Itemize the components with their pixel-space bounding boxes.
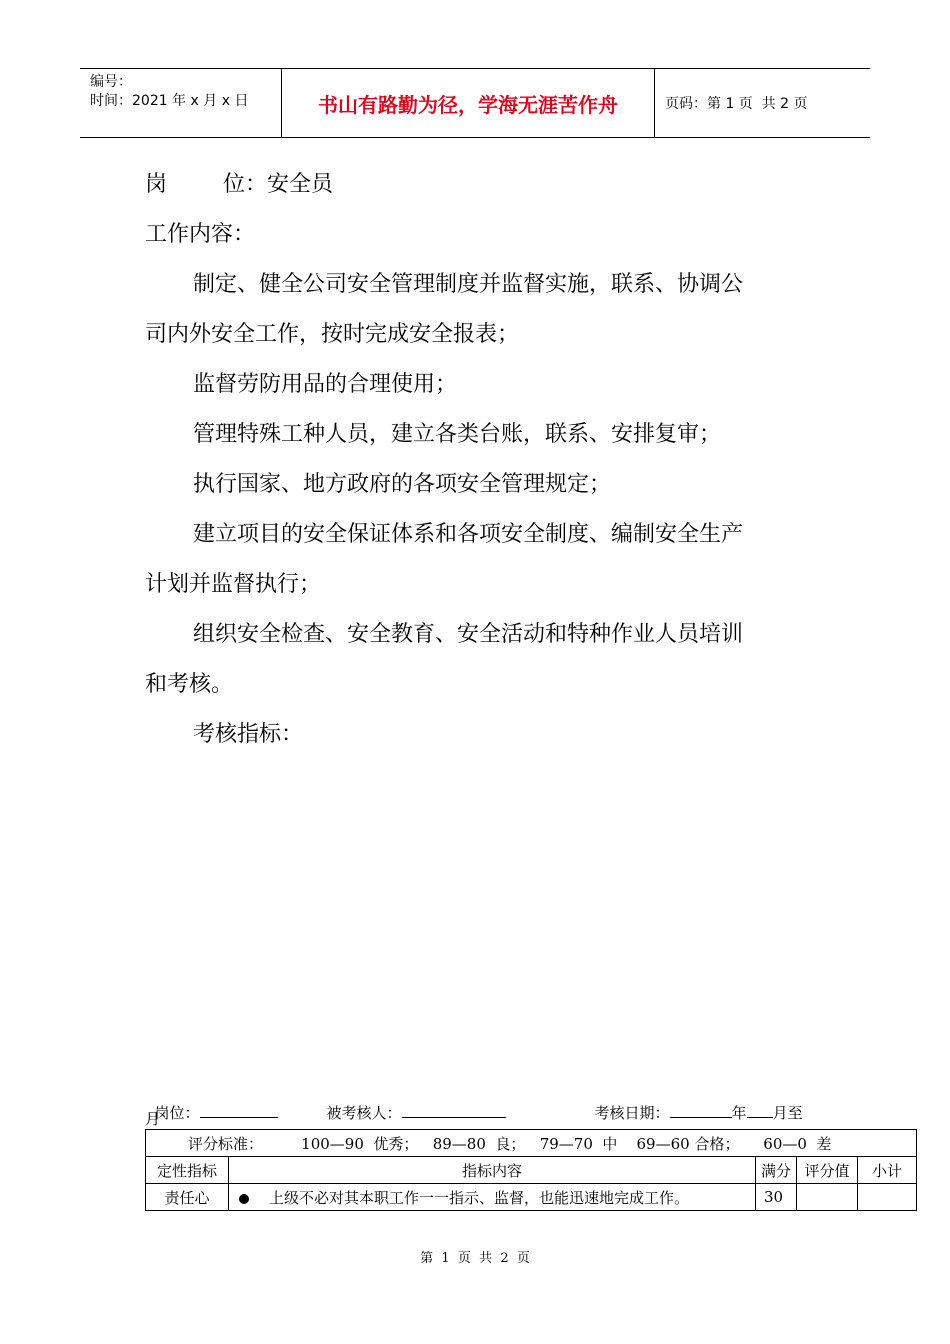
paragraph-line: 监督劳防用品的合理使用；	[193, 372, 458, 397]
header-qualitative: 定性指标	[146, 1157, 229, 1184]
paragraph-line: 计划并监督执行；	[145, 572, 322, 597]
evaluation-table	[145, 1129, 917, 1211]
paragraph-line: 制定、健全公司安全管理制度并监督实施，联系、协调公	[193, 272, 744, 297]
assessee-label: 被考核人：	[326, 1104, 402, 1122]
row-content-cell	[229, 1184, 756, 1211]
paragraph-line: 管理特殊工种人员，建立各类台账，联系、安排复审；	[193, 422, 722, 447]
header-subtotal: 小计	[858, 1157, 917, 1184]
post-label: 岗位：	[154, 1104, 200, 1122]
date-field	[585, 1084, 803, 1123]
paragraph-line: 司内外安全工作，按时完成安全报表；	[145, 322, 520, 347]
paragraph-line: 执行国家、地方政府的各项安全管理规定；	[193, 472, 612, 497]
content-label: 工作内容：	[145, 222, 256, 247]
post-field	[145, 1084, 278, 1123]
position-line: 岗 位：安全员	[145, 172, 333, 197]
row-indicator: 责任心	[146, 1184, 229, 1211]
year-label: 年	[731, 1104, 747, 1122]
bullet-icon	[239, 1194, 249, 1204]
header-score: 评分值	[797, 1157, 858, 1184]
table-header-row	[146, 1157, 917, 1184]
scoring-row	[146, 1130, 917, 1157]
paragraph-line: 组织安全检查、安全教育、安全活动和特种作业人员培训	[193, 622, 744, 647]
paragraph-line: 建立项目的安全保证体系和各项安全制度、编制安全生产	[193, 522, 744, 547]
header-full-score: 满分	[756, 1157, 797, 1184]
assessee-field	[317, 1084, 506, 1123]
month-to-label: 月至	[772, 1104, 803, 1122]
post-blank[interactable]	[200, 1102, 278, 1118]
scoring-standard: 评分标准： 100—90 优秀； 89—80 良； 79—70 中 69—60 合格； 60—0 差	[146, 1130, 917, 1157]
serial-label: 编号：	[90, 74, 132, 90]
date-label: 考核日期：	[594, 1104, 670, 1122]
document-header	[80, 68, 870, 138]
header-content: 指标内容	[229, 1157, 756, 1184]
row-subtotal-cell[interactable]	[858, 1184, 917, 1211]
paragraph-line: 和考核。	[145, 672, 234, 697]
assessee-blank[interactable]	[402, 1102, 506, 1118]
header-motto: 书山有路勤为径，学海无涯苦作舟	[318, 92, 618, 117]
table-row	[146, 1184, 917, 1211]
footer-page-number: 第 1 页 共 2 页	[420, 1251, 530, 1266]
assessment-label: 考核指标：	[193, 722, 304, 747]
month-end-label: 月	[145, 1110, 161, 1128]
header-meta	[90, 73, 248, 111]
header-divider	[654, 69, 655, 137]
year-blank[interactable]	[670, 1102, 732, 1118]
row-content: 上级不必对其本职工作一一指示、监督，也能迅速地完成工作。	[269, 1188, 690, 1207]
row-score-cell[interactable]	[797, 1184, 858, 1211]
header-page-number: 页码：第 1 页 共 2 页	[665, 96, 808, 112]
time-label: 时间：2021 年 x 月 x 日	[90, 93, 249, 109]
month-blank[interactable]	[747, 1102, 773, 1118]
row-full-score: 30	[756, 1184, 797, 1211]
